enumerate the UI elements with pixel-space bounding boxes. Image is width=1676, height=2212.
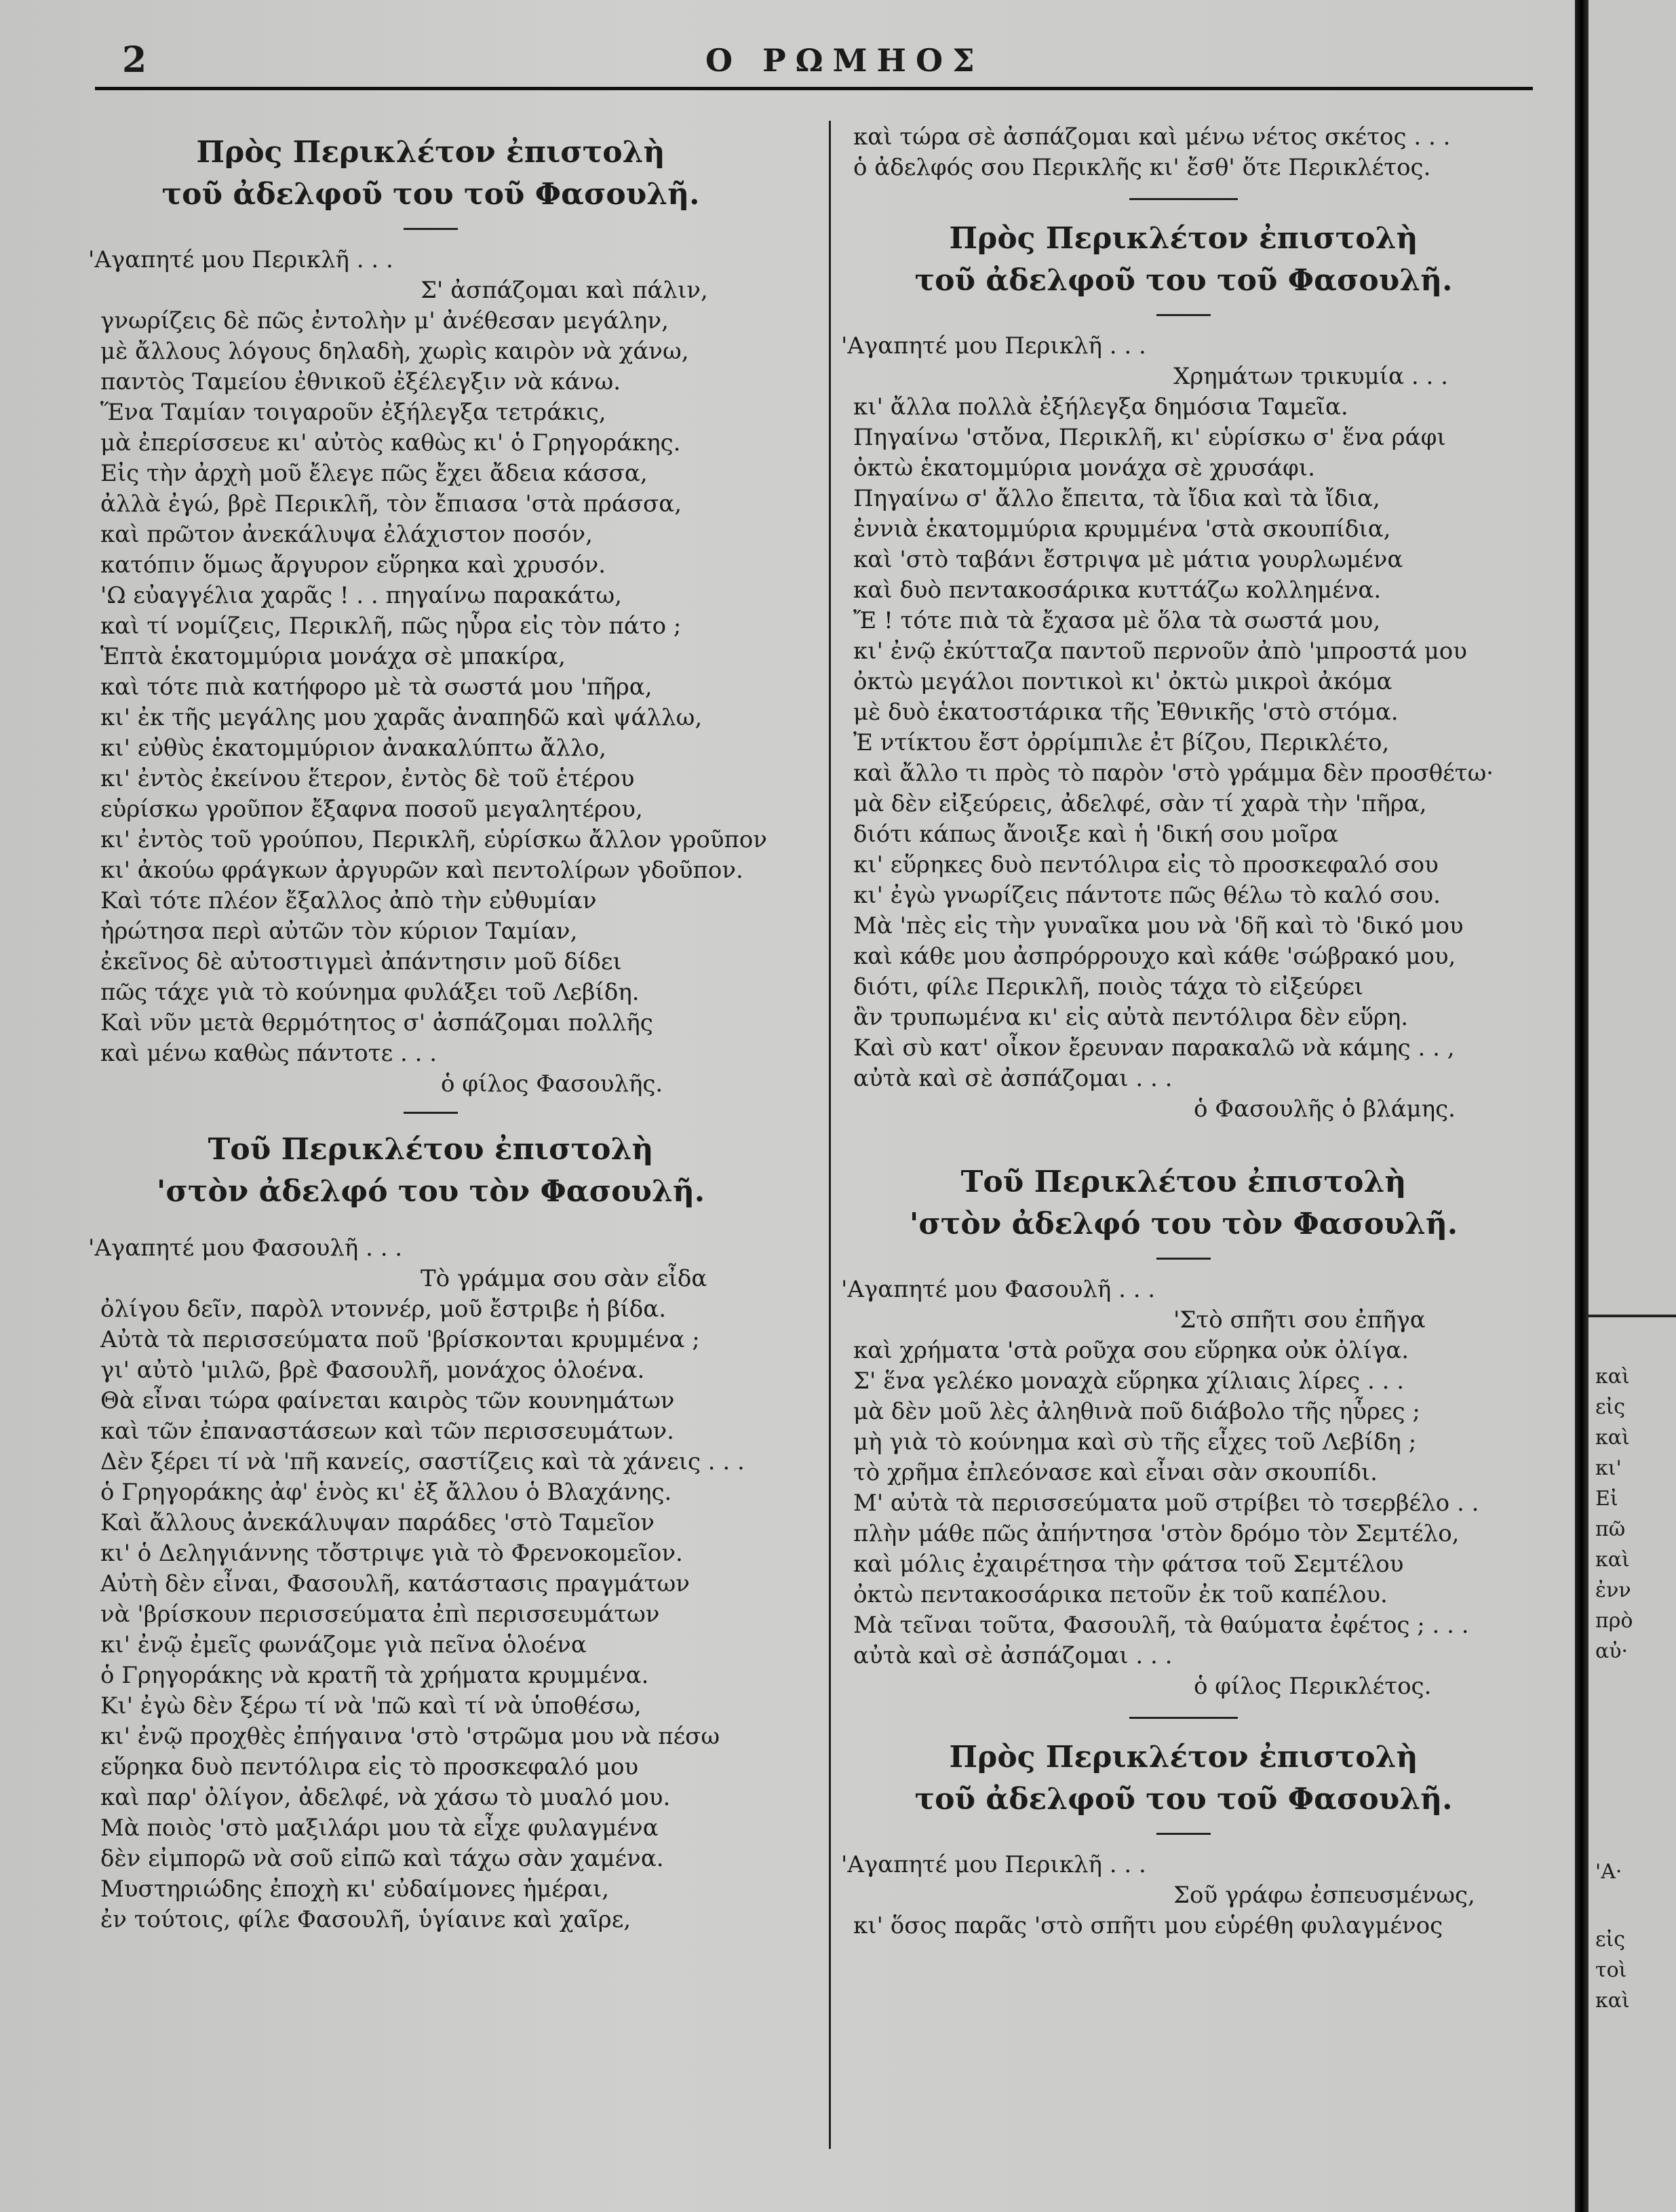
verse-line: κι' ἐνῷ ἐκύτταζα παντοῦ περνοῦν ἀπὸ 'μπροστά μου [853, 638, 1467, 665]
verse-line: ὀκτὼ ἑκατομμύρια μονάχα σὲ χρυσάφι. [853, 454, 1315, 482]
masthead: Ο ΡΩΜΗΟΣ [705, 42, 984, 79]
separator [1129, 198, 1238, 200]
verse-line: καὶ τῶν ἐπαναστάσεων καὶ τῶν περισσευμάτων. [100, 1418, 674, 1445]
verse-line: παντὸς Ταμείου ἐθνικοῦ ἐξέλεγξιν νὰ κάνω. [100, 368, 621, 395]
edge-text: κι' [1595, 1456, 1622, 1480]
verse-line: 'Ω εὐαγγέλια χαρᾶς ! . . πηγαίνω παρακάτω, [100, 582, 622, 609]
edge-text: ἐνν [1595, 1578, 1631, 1602]
verse-line: ὀκτὼ μεγάλοι ποντικοὶ κι' ὀκτὼ μικροὶ ἀκόμα [853, 668, 1392, 695]
letter1-greeting: 'Αγαπητέ μου Περικλῆ . . . [88, 246, 393, 273]
verse-line: αὐτὰ καὶ σὲ ἀσπάζομαι . . . [853, 1642, 1173, 1669]
letter3-body [841, 362, 1526, 1094]
verse-line: Ἐ ντίκτου ἔστ ὀρρίμπιλε ἐτ βίζου, Περικλέτο, [853, 729, 1390, 756]
verse-line: γι' αὐτὸ 'μιλῶ, βρὲ Φασουλῆ, μονάχος ὁλοένα. [100, 1357, 645, 1384]
separator [404, 1112, 458, 1114]
verse-line: Καὶ νῦν μετὰ θερμότητος σ' ἀσπάζομαι πολλῆς [100, 1009, 653, 1036]
letter4-body [841, 1305, 1526, 1671]
column-divider [829, 121, 831, 2149]
verse-line: κι' εὕρηκες δυὸ πεντόλιρα εἰς τὸ προσκεφαλό σου [853, 851, 1439, 878]
verse-line: κατόπιν ὅμως ἄργυρον εὕρηκα καὶ χρυσόν. [100, 551, 606, 579]
verse-line: καὶ δυὸ πεντακοσάρικα κυττάζω κολλημένα. [853, 577, 1382, 604]
verse-line: Μὰ τεῖναι τοῦτα, Φασουλῆ, τὰ θαύματα ἐφέτος ; . . . [853, 1612, 1469, 1639]
verse-line: Μυστηριώδης ἐποχὴ κι' εὐδαίμονες ἡμέραι, [100, 1876, 610, 1903]
verse-line: Πηγαίνω 'στὄνα, Περικλῆ, κι' εὑρίσκω σ' ἕνα ράφι [853, 424, 1446, 451]
letter2-body [88, 1264, 773, 1935]
verse-line: ἐκεῖνος δὲ αὐτοστιγμεὶ ἀπάντησιν μοῦ δίδει [100, 948, 622, 975]
title-line: τοῦ ἀδελφοῦ του τοῦ Φασουλῆ. [914, 1782, 1453, 1817]
letter1-signature: ὁ φίλος Φασουλῆς. [441, 1070, 663, 1098]
book-gutter [1575, 0, 1589, 2212]
title-line: Πρὸς Περικλέτον ἐπιστολὴ [949, 1740, 1418, 1774]
verse-line: Σοῦ γράφω ἐσπευσμένως, [1173, 1882, 1475, 1909]
verse-line: μὴ γιὰ τὸ κούνημα καὶ σὺ τῆς εἶχες τοῦ Λεβίδη ; [853, 1429, 1417, 1456]
verse-line: Θὰ εἶναι τώρα φαίνεται καιρὸς τῶν κουνημάτων [100, 1387, 675, 1414]
verse-line: κι' ἀκούω φράγκων ἀργυρῶν καὶ πεντολίρων γδοῦπον. [100, 857, 743, 884]
verse-line: ὁ ἀδελφός σου Περικλῆς κι' ἔσθ' ὅτε Περικλέτος. [853, 154, 1431, 181]
verse-line: κι' ὅσος παρᾶς 'στὸ σπῆτι μου εὑρέθη φυλαγμένος [853, 1912, 1443, 1939]
edge-text: πῶ [1595, 1517, 1626, 1541]
verse-line: καὶ 'στὸ ταβάνι ἔστριψα μὲ μάτια γουρλωμένα [853, 546, 1403, 573]
verse-line: ὀλίγου δεῖν, παρὸλ ντοννέρ, μοῦ ἔστριβε ἡ βίδα. [100, 1296, 667, 1323]
verse-line: καὶ κάθε μου ἀσπρόρρουχο καὶ κάθε 'σώβρακό μου, [853, 943, 1456, 970]
edge-text: αὐ· [1595, 1639, 1629, 1663]
left-column [88, 122, 773, 1935]
verse-line: αὐτὰ καὶ σὲ ἀσπάζομαι . . . [853, 1065, 1173, 1092]
verse-line: ἐννιὰ ἑκατομμύρια κρυμμένα 'στὰ σκουπίδια, [853, 516, 1391, 543]
letter2-greeting: 'Αγαπητέ μου Φασουλῆ . . . [88, 1235, 403, 1262]
title-line: Πρὸς Περικλέτον ἐπιστολὴ [196, 135, 665, 170]
letter4-greeting: 'Αγαπητέ μου Φασουλῆ . . . [841, 1276, 1156, 1303]
verse-line: ὁ Γρηγοράκης ἀφ' ἑνὸς κι' ἐξ ἄλλου ὁ Βλαχάνης. [100, 1479, 672, 1506]
edge-text: καὶ [1595, 1426, 1630, 1450]
edge-text: τοὶ [1595, 1958, 1627, 1982]
verse-line: κι' ἐκ τῆς μεγάλης μου χαρᾶς ἀναπηδῶ καὶ ψάλλω, [100, 704, 703, 731]
verse-line: ἠρώτησα περὶ αὐτῶν τὸν κύριον Ταμίαν, [100, 918, 578, 945]
edge-rule [1589, 1315, 1676, 1317]
verse-line: Πηγαίνω σ' ἄλλο ἔπειτα, τὰ ἴδια καὶ τὰ ἴδια, [853, 485, 1380, 512]
verse-line: καὶ ἄλλο τι πρὸς τὸ παρὸν 'στὸ γράμμα δὲν προσθέτω· [853, 760, 1494, 787]
verse-line: κι' ἐγὼ γνωρίζεις πάντοτε πῶς θέλω τὸ καλό σου. [853, 882, 1441, 909]
verse-line: πῶς τάχε γιὰ τὸ κούνημα φυλάξει τοῦ Λεβίδη. [100, 979, 640, 1006]
verse-line: μὲ δυὸ ἑκατοστάρικα τῆς Ἐθνικῆς 'στὸ στόμα. [853, 699, 1399, 726]
letter3-signature: ὁ Φασουλῆς ὁ βλάμης. [1194, 1095, 1456, 1123]
letter4-title [841, 1161, 1526, 1245]
verse-line: Δὲν ξέρει τί νὰ 'πῆ κανείς, σαστίζεις καὶ τὰ χάνεις . . . [100, 1448, 745, 1475]
verse-line: κι' ἐντὸς ἐκείνου ἕτερον, ἐντὸς δὲ τοῦ ἑτέρου [100, 765, 635, 792]
edge-text: καὶ [1595, 1548, 1630, 1572]
verse-line: Ἔ ! τότε πιὰ τὰ ἔχασα μὲ ὅλα τὰ σωστά μου, [853, 607, 1381, 634]
next-page-edge [1589, 0, 1676, 2212]
verse-line: ἀλλὰ ἐγώ, βρὲ Περικλῆ, τὸν ἔπιασα 'στὰ πράσσα, [100, 490, 682, 518]
verse-line: Τὸ γράμμα σου σὰν εἶδα [421, 1265, 707, 1292]
verse-line: Καὶ σὺ κατ' οἶκον ἔρευναν παρακαλῶ νὰ κάμης . . , [853, 1034, 1455, 1062]
verse-line: διότι κάπως ἄνοιξε καὶ ἡ 'δική σου μοῖρα [853, 821, 1339, 848]
verse-line: Μὰ 'πὲς εἰς τὴν γυναῖκα μου νὰ 'δῆ καὶ τὸ 'δικό μου [853, 912, 1464, 939]
verse-line: Σ' ἀσπάζομαι καὶ πάλιν, [421, 277, 708, 304]
title-line: τοῦ ἀδελφοῦ του τοῦ Φασουλῆ. [914, 263, 1453, 298]
verse-line: Αὐτὰ τὰ περισσεύματα ποῦ 'βρίσκονται κρυμμένα ; [100, 1326, 700, 1353]
title-line: Πρὸς Περικλέτον ἐπιστολὴ [949, 221, 1418, 256]
verse-line: καὶ πρῶτον ἀνεκάλυψα ἐλάχιστον ποσόν, [100, 521, 593, 548]
letter5-body [841, 1880, 1526, 1941]
verse-line: κι' ὁ Δεληγιάννης τὄστριψε γιὰ τὸ Φρενοκομεῖον. [100, 1540, 683, 1567]
verse-line: εὕρηκα δυὸ πεντόλιρα εἰς τὸ προσκεφαλό μου [100, 1753, 639, 1781]
verse-line: 'Στὸ σπῆτι σου ἐπῆγα [1173, 1306, 1426, 1334]
edge-text: 'Α· [1595, 1860, 1622, 1884]
verse-line: καὶ μόλις ἐχαιρέτησα τὴν φάτσα τοῦ Σεμτέλου [853, 1551, 1404, 1578]
title-line: τοῦ ἀδελφοῦ του τοῦ Φασουλῆ. [161, 177, 700, 212]
verse-line: Ἑπτὰ ἑκατομμύρια μονάχα σὲ μπακίρα, [100, 643, 566, 670]
verse-line: καὶ τί νομίζεις, Περικλῆ, πῶς ηὗρα εἰς τὸν πάτο ; [100, 613, 682, 640]
verse-line: κι' ἐντὸς τοῦ γρούπου, Περικλῆ, εὑρίσκω ἄλλον γροῦπον [100, 826, 767, 853]
title-line: 'στὸν ἀδελφό του τὸν Φασουλῆ. [156, 1174, 705, 1209]
verse-line: Ἕνα Ταμίαν τοιγαροῦν ἐξήλεγξα τετράκις, [100, 399, 606, 426]
verse-line: Αὐτὴ δὲν εἶναι, Φασουλῆ, κατάστασις πραγμάτων [100, 1570, 690, 1597]
verse-line: Χρημάτων τρικυμία . . . [1173, 363, 1448, 390]
letter2-title [88, 1129, 773, 1213]
verse-line: καὶ τώρα σὲ ἀσπάζομαι καὶ μένω νέτος σκέτος . . . [853, 123, 1451, 151]
verse-line: δὲν εἰμπορῶ νὰ σοῦ εἰπῶ καὶ τάχω σὰν χαμένα. [100, 1845, 664, 1872]
separator [1156, 1833, 1211, 1835]
verse-line: Σ' ἕνα γελέκο μοναχὰ εὕρηκα χίλιαις λίρες . . . [853, 1367, 1405, 1395]
verse-line: Μ' αὐτὰ τὰ περισσεύματα μοῦ στρίβει τὸ τσερβέλο . . [853, 1490, 1479, 1517]
separator [1156, 1258, 1211, 1260]
separator [1156, 314, 1211, 316]
verse-line: νὰ 'βρίσκουν περισσεύματα ἐπὶ περισσευμάτων [100, 1601, 660, 1628]
letter4-signature: ὁ φίλος Περικλέτος. [1194, 1673, 1432, 1700]
letter1-body [88, 275, 773, 1069]
edge-text: καὶ [1595, 1365, 1630, 1389]
edge-text: εἰς [1595, 1395, 1626, 1419]
edge-text: πρὸ [1595, 1609, 1633, 1633]
verse-line: καὶ τότε πιὰ κατήφορο μὲ τὰ σωστά μου 'πῆρα, [100, 674, 652, 701]
page-header [0, 39, 1546, 94]
verse-line: Καὶ τότε πλέον ἔξαλλος ἀπὸ τὴν εὐθυμίαν [100, 887, 597, 914]
verse-line: κι' ἐνῷ ἐμεῖς φωνάζομε γιὰ πεῖνα ὁλοένα [100, 1631, 587, 1658]
separator [404, 228, 458, 230]
verse-line: κι' ἐνῷ προχθὲς ἐπήγαινα 'στὸ 'στρῶμα μου νὰ πέσω [100, 1723, 720, 1750]
verse-line: ἂν τρυπωμένα κι' εἰς αὐτὰ πεντόλιρα δὲν εὕρη. [853, 1004, 1409, 1031]
right-column [841, 122, 1526, 1941]
edge-text: εἰς [1595, 1928, 1626, 1952]
verse-line: Κι' ἐγὼ δὲν ξέρω τί νὰ 'πῶ καὶ τί νὰ ὑποθέσω, [100, 1692, 642, 1720]
verse-line: κι' εὐθὺς ἑκατομμύριον ἀνακαλύπτω ἄλλο, [100, 735, 606, 762]
verse-line: Εἰς τὴν ἀρχὴ μοῦ ἔλεγε πῶς ἔχει ἄδεια κάσσα, [100, 460, 648, 487]
verse-line: ἐν τούτοις, φίλε Φασουλῆ, ὑγίαινε καὶ χαῖρε, [100, 1906, 631, 1933]
header-rule [95, 87, 1533, 90]
verse-line: εὑρίσκω γροῦπον ἔξαφνα ποσοῦ μεγαλητέρου, [100, 796, 643, 823]
verse-line: μὰ δὲν εἰξεύρεις, ἀδελφέ, σὰν τί χαρὰ τὴν 'πῆρα, [853, 790, 1427, 817]
verse-line: καὶ μένω καθὼς πάντοτε . . . [100, 1040, 437, 1067]
verse-line: ὀκτὼ πεντακοσάρικα πετοῦν ἐκ τοῦ καπέλου. [853, 1581, 1388, 1608]
verse-line: μὰ δὲν μοῦ λὲς ἀληθινὰ ποῦ διάβολο τῆς ηὗρες ; [853, 1398, 1420, 1425]
verse-line: Μὰ ποιὸς 'στὸ μαξιλάρι μου τὰ εἶχε φυλαγμένα [100, 1815, 659, 1842]
letter5-greeting: 'Αγαπητέ μου Περικλῆ . . . [841, 1851, 1146, 1878]
title-line: Τοῦ Περικλέτου ἐπιστολὴ [960, 1165, 1407, 1199]
verse-line: τὸ χρῆμα ἐπλεόνασε καὶ εἶναι σὰν σκουπίδι. [853, 1459, 1378, 1486]
verse-line: πλὴν μάθε πῶς ἀπήντησα 'στὸν δρόμο τὸν Σεμτέλο, [853, 1520, 1460, 1547]
verse-line: διότι, φίλε Περικλῆ, ποιὸς τάχα τὸ εἰξεύρει [853, 973, 1364, 1001]
letter1-title [88, 132, 773, 216]
separator [1129, 1717, 1238, 1719]
verse-line: ὁ Γρηγοράκης νὰ κρατῆ τὰ χρήματα κρυμμένα. [100, 1662, 649, 1689]
verse-line: καὶ παρ' ὀλίγον, ἀδελφέ, νὰ χάσω τὸ μυαλό μου. [100, 1784, 671, 1811]
letter3-greeting: 'Αγαπητέ μου Περικλῆ . . . [841, 332, 1146, 360]
verse-line: μὰ ἐπερίσσευε κι' αὐτὸς καθὼς κι' ὁ Γρηγοράκης. [100, 429, 681, 457]
letter3-title [841, 218, 1526, 302]
edge-text: καὶ [1595, 1989, 1630, 2013]
edge-text: Εἰ [1595, 1487, 1618, 1511]
title-line: 'στὸν ἀδελφό του τὸν Φασουλῆ. [909, 1207, 1458, 1241]
page-number: 2 [122, 39, 147, 81]
verse-line: γνωρίζεις δὲ πῶς ἐντολὴν μ' ἀνέθεσαν μεγάλην, [100, 307, 669, 334]
title-line: Τοῦ Περικλέτου ἐπιστολὴ [208, 1132, 654, 1167]
verse-line: καὶ χρήματα 'στὰ ροῦχα σου εὕρηκα οὐκ ὀλίγα. [853, 1337, 1409, 1364]
verse-line: Καὶ ἄλλους ἀνεκάλυψαν παράδες 'στὸ Ταμεῖον [100, 1509, 655, 1536]
verse-line: κι' ἄλλα πολλὰ ἐξήλεγξα δημόσια Ταμεῖα. [853, 393, 1348, 421]
letter5-title [841, 1736, 1526, 1821]
verse-line: μὲ ἄλλους λόγους δηλαδὴ, χωρὶς καιρὸν νὰ χάνω, [100, 338, 689, 365]
